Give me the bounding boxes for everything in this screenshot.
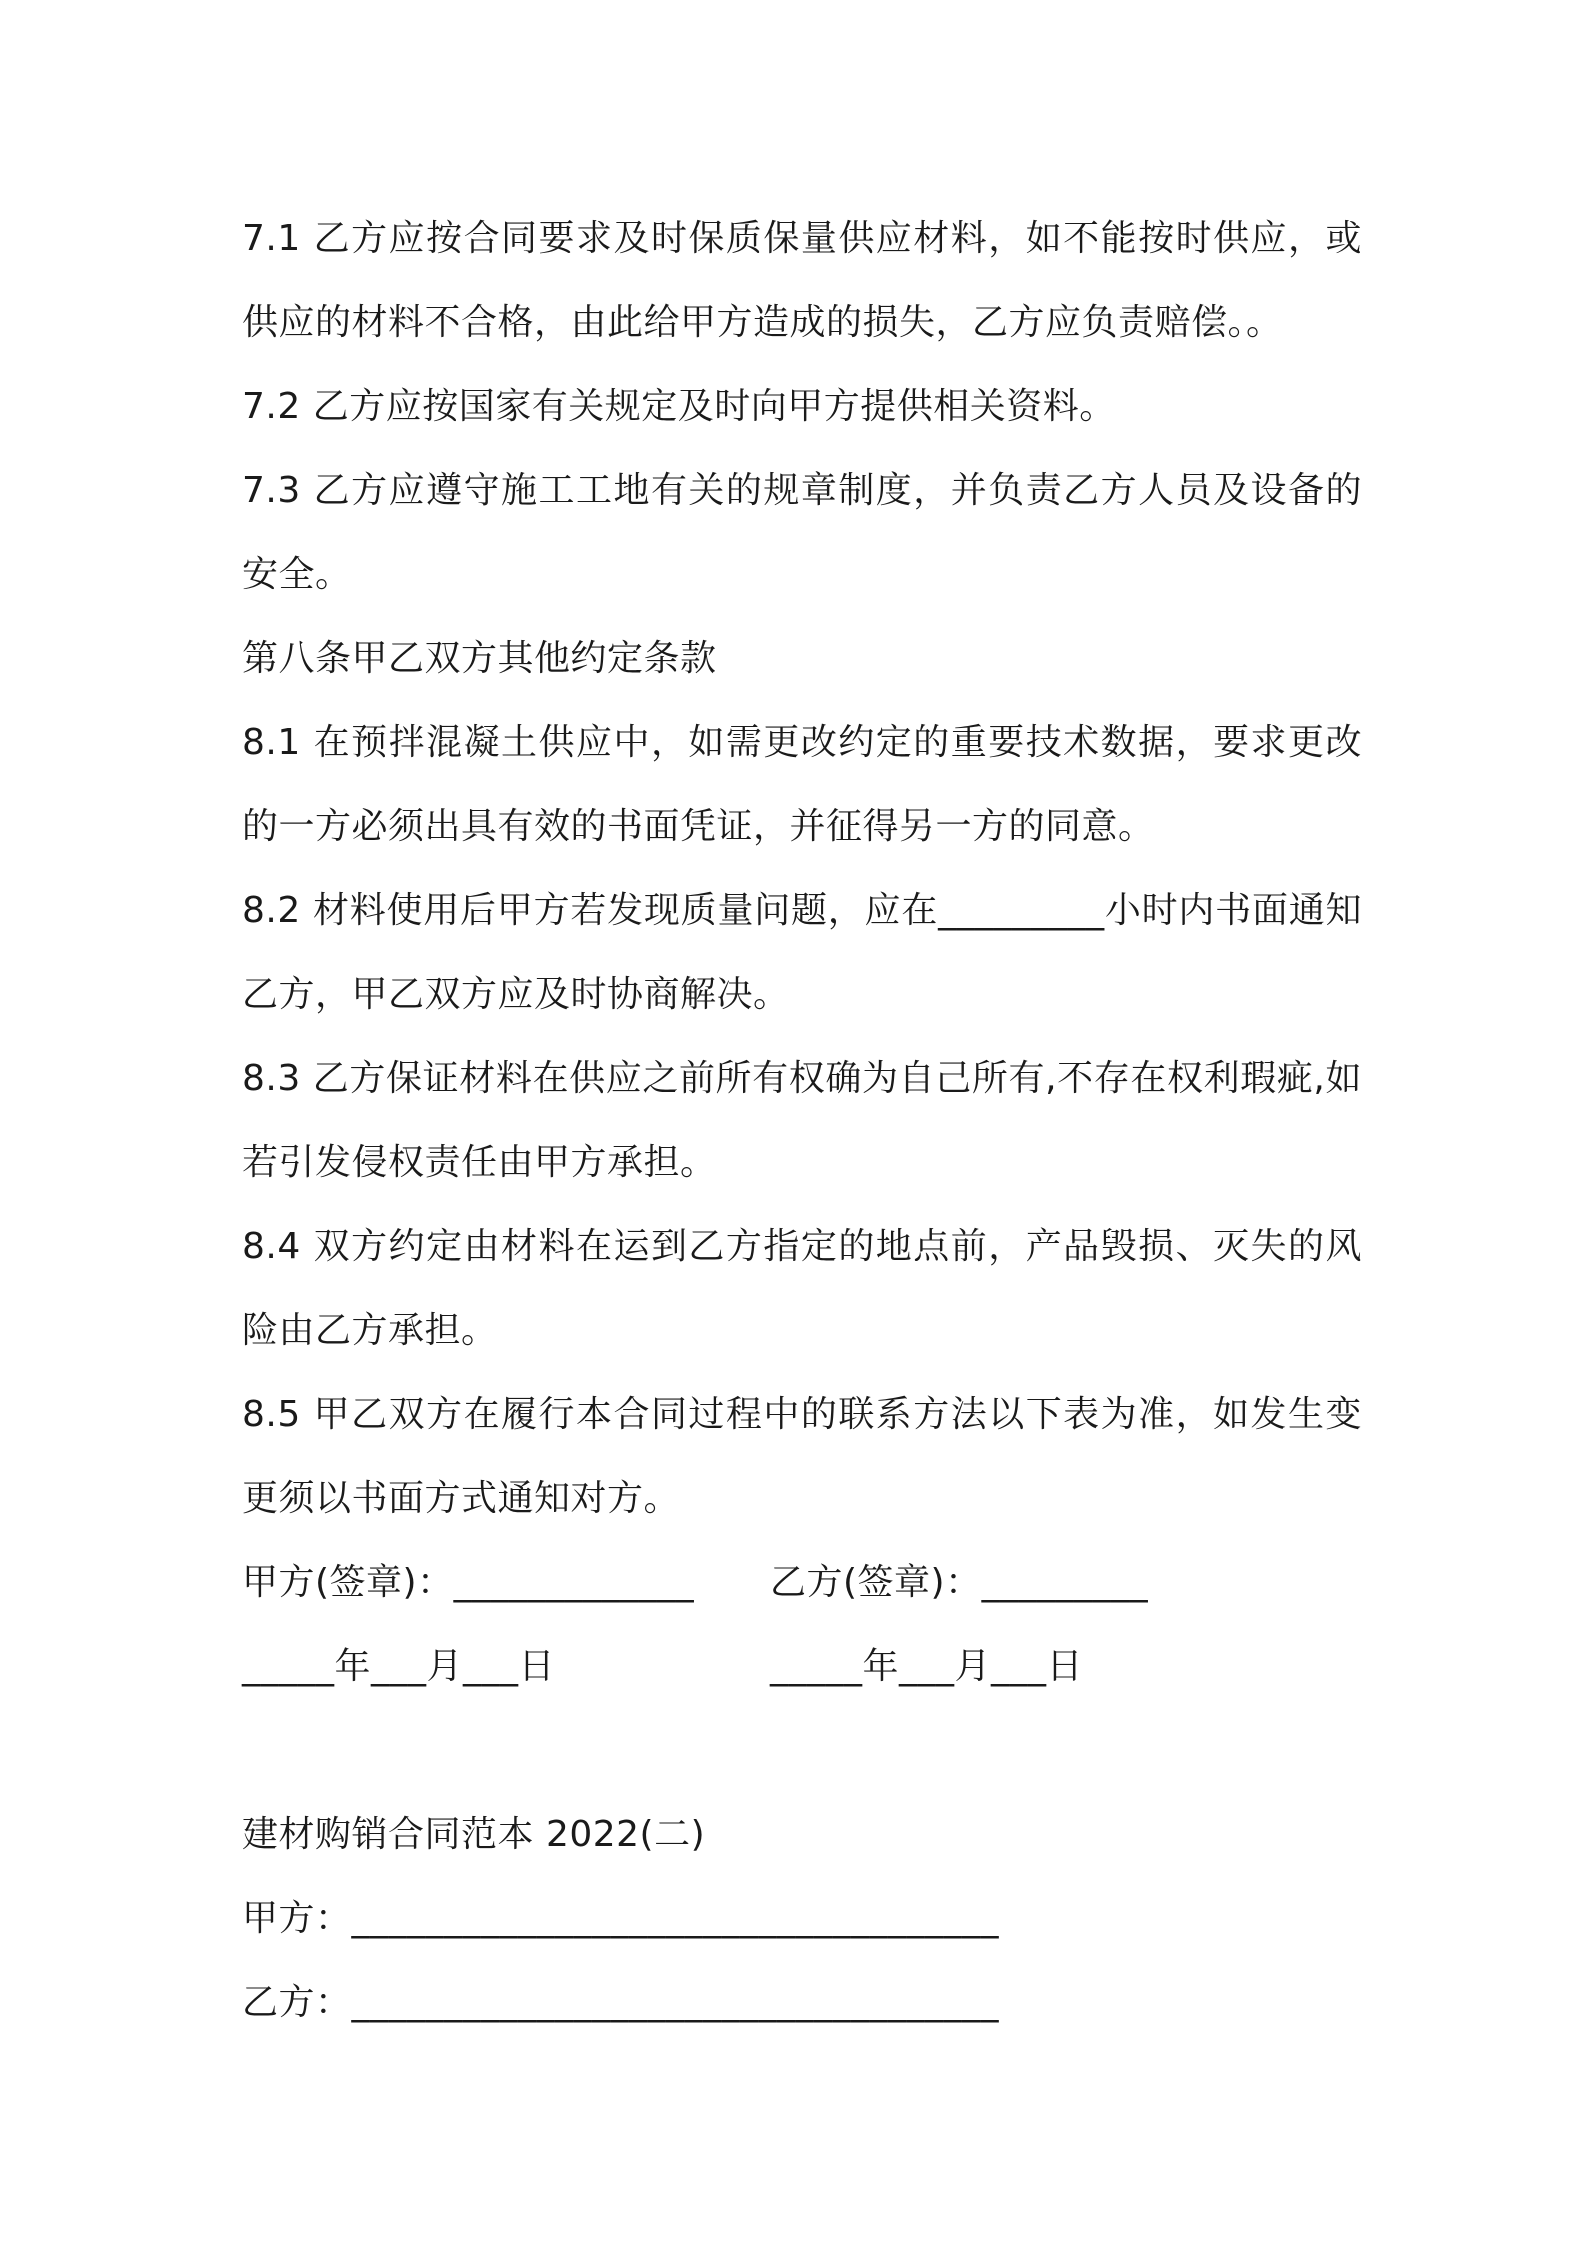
clause-8-5: 8.5 甲乙双方在履行本合同过程中的联系方法以下表为准，如发生变更须以书面方式通知对方。 (242, 1394, 1362, 1519)
date-row (242, 1625, 1362, 1709)
contract-body (242, 197, 1362, 2045)
party-a-date-field: _____年___月___日 (242, 1646, 556, 1687)
clause-7-2: 7.2 乙方应按国家有关规定及时向甲方提供相关资料。 (242, 386, 1116, 427)
clause-8-2: 8.2 材料使用后甲方若发现质量问题，应在_________小时内书面通知乙方，甲乙双方应及时协商解决。 (242, 890, 1362, 1015)
party-b-seal-field: 乙方(签章)：_________ (770, 1562, 1149, 1603)
section-spacer (242, 1709, 1362, 1793)
second-contract-party-b: 乙方：___________________________________ (242, 1982, 1000, 2023)
signature-row (242, 1541, 1362, 1625)
article-8-heading: 第八条甲乙双方其他约定条款 (242, 638, 717, 679)
clause-8-3: 8.3 乙方保证材料在供应之前所有权确为自己所有,不存在权利瑕疵,如若引发侵权责任由甲方承担。 (242, 1058, 1362, 1183)
clause-8-4: 8.4 双方约定由材料在运到乙方指定的地点前，产品毁损、灭失的风险由乙方承担。 (242, 1226, 1362, 1351)
party-b-date-field: _____年___月___日 (770, 1646, 1084, 1687)
party-a-seal-field: 甲方(签章)：_____________ (242, 1562, 695, 1603)
second-contract-party-a: 甲方：___________________________________ (242, 1898, 1000, 1939)
clause-7-3: 7.3 乙方应遵守施工工地有关的规章制度，并负责乙方人员及设备的安全。 (242, 470, 1362, 595)
clause-8-1: 8.1 在预拌混凝土供应中，如需更改约定的重要技术数据，要求更改的一方必须出具有效的书面凭证，并征得另一方的同意。 (242, 722, 1362, 847)
second-contract-title: 建材购销合同范本 2022(二) (242, 1814, 706, 1855)
clause-7-1: 7.1 乙方应按合同要求及时保质保量供应材料，如不能按时供应，或供应的材料不合格，由此给甲方造成的损失，乙方应负责赔偿。。 (242, 218, 1362, 343)
